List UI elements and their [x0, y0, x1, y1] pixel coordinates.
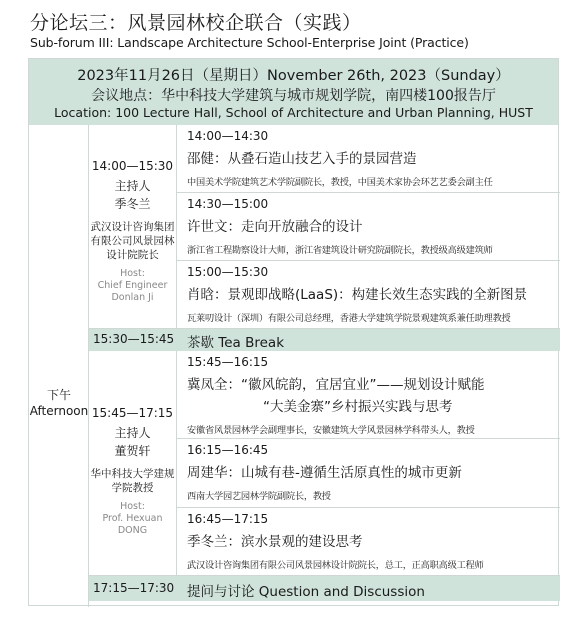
- talk-3: [177, 261, 560, 329]
- afternoon-column: [29, 125, 89, 607]
- talk-4-affiliation: 安徽省风景园林学会副理事长，安徽建筑大学风景园林学科带头人，教授: [187, 425, 475, 436]
- talk-3-affiliation: 瓦莱叨设计（深圳）有限公司总经理，香港大学建筑学院景观建筑系兼任助理教授: [187, 313, 511, 324]
- talk-5-title: 周建华：山城有巷-遵循生活原真性的城市更新: [187, 465, 462, 481]
- session2-host-name: 董贺轩: [114, 444, 151, 458]
- session2-en-name: Prof. Hexuan DONG: [102, 513, 163, 536]
- talk-4-time: 15:45—16:15: [187, 355, 269, 369]
- talk-4-title-line2: “大美金寨”乡村振兴实践与思考: [263, 399, 453, 415]
- title-en: Sub-forum III: Landscape Architecture School-Enterprise Joint (Practice): [30, 35, 469, 50]
- talk-1-time: 14:00—14:30: [187, 129, 269, 143]
- talk-1: [177, 125, 560, 193]
- talk-2-title: 许世文：走向开放融合的设计: [187, 219, 363, 235]
- session1-host: [89, 125, 177, 329]
- talk-2-time: 14:30—15:00: [187, 197, 269, 211]
- talk-6-time: 16:45—17:15: [187, 512, 269, 526]
- session1-en-name: Donlan Ji: [111, 292, 154, 303]
- qa-row: [89, 576, 560, 601]
- session1-en-role: Host:: [120, 268, 145, 279]
- afternoon-en: Afternoon: [29, 404, 89, 418]
- afternoon-zh: 下午: [46, 388, 71, 402]
- tea-break-label: 茶歇 Tea Break: [187, 335, 285, 351]
- tea-break-time: 15:30—15:45: [93, 332, 175, 346]
- session1-host-en: [89, 268, 176, 304]
- talk-6-affiliation: 武汉设计咨询集团有限公司风景园林设计院院长，总工，正高职高级工程师: [187, 560, 484, 571]
- session1-host-org: 武汉设计咨询集团有限公司风景园林设计院院长: [90, 221, 175, 261]
- talk-6: [177, 508, 560, 576]
- session1-host-name: 季冬兰: [114, 197, 151, 211]
- afternoon-label: [29, 387, 89, 419]
- talk-5-time: 16:15—16:45: [187, 443, 269, 457]
- session2-host: [89, 351, 177, 576]
- venue-en: Location: 100 Lecture Hall, School of Architecture and Urban Planning, HUST: [54, 105, 533, 120]
- date-line: 2023年11月26日（星期日）November 26th, 2023（Sunday）: [77, 68, 510, 84]
- venue-zh: 会议地点：华中科技大学建筑与城市规划学院，南四楼100报告厅: [91, 88, 496, 104]
- talk-3-time: 15:00—15:30: [187, 265, 269, 279]
- talk-6-title: 季冬兰：滨水景观的建设思考: [187, 534, 363, 550]
- talk-1-title: 邵健：从叠石造山技艺入手的景园营造: [187, 151, 417, 167]
- session2-host-org: 华中科技大学建规学院教授: [90, 468, 175, 494]
- session2-host-en: [89, 501, 176, 537]
- session2-role: 主持人: [114, 426, 151, 440]
- qa-label: 提问与讨论 Question and Discussion: [187, 584, 425, 600]
- session2-en-role: Host:: [120, 501, 145, 512]
- schedule-header: [29, 59, 558, 125]
- talk-3-title: 肖晗：景观即战略(LaaS)：构建长效生态实践的全新图景: [187, 287, 528, 303]
- talk-2: [177, 193, 560, 261]
- talk-4: [177, 351, 560, 439]
- session2-time: 15:45—17:15: [91, 406, 174, 420]
- talk-5: [177, 439, 560, 508]
- title-zh: 分论坛三：风景园林校企联合（实践）: [30, 12, 362, 34]
- talk-5-affiliation: 西南大学园艺园林学院副院长，教授: [187, 491, 331, 502]
- talk-1-affiliation: 中国美术学院建筑艺术学院副院长，教授，中国美术家协会环艺艺委会副主任: [187, 177, 493, 188]
- tea-break-row: [89, 329, 560, 351]
- talk-4-title: 冀凤全：“徽风皖韵，宜居宜业”——规划设计赋能: [187, 377, 485, 393]
- session1-role: 主持人: [114, 179, 151, 193]
- session1-time: 14:00—15:30: [91, 159, 174, 173]
- qa-time: 17:15—17:30: [93, 581, 175, 595]
- session1-en-title: Chief Engineer: [97, 280, 168, 291]
- talk-2-affiliation: 浙江省工程勘察设计大师，浙江省建筑设计研究院副院长，教授级高级建筑师: [187, 245, 493, 256]
- schedule-board: [28, 58, 559, 606]
